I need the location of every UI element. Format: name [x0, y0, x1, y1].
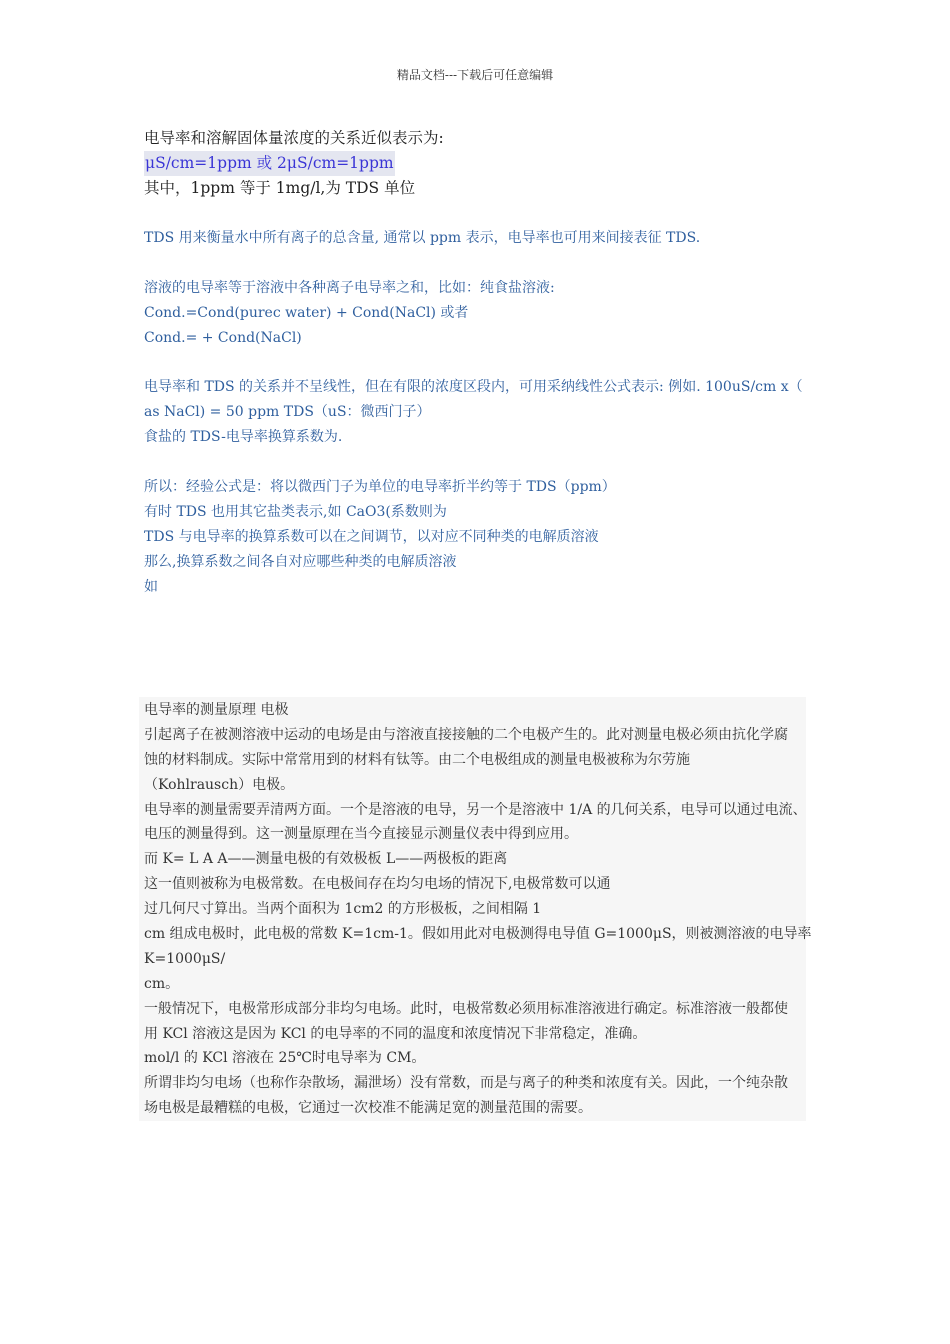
text-line: 溶液的电导率等于溶液中各种离子电导率之和，比如：纯食盐溶液:	[144, 279, 555, 296]
text-line: cm 组成电极时，此电极的常数 K=1cm-1。假如用此对电极测得电导值 G=1000μS，则被测溶液的电导率	[144, 926, 812, 943]
measurement-principle-section	[144, 698, 812, 1121]
text-line: Cond.=Cond(purec water) + Cond(NaCl) 或者	[144, 304, 469, 321]
text-line: 蚀的材料制成。实际中常常用到的材料有钛等。由二个电极组成的测量电极被称为尔劳施	[144, 751, 690, 768]
text-line: TDS 与电导率的换算系数可以在之间调节，以对应不同种类的电解质溶液	[144, 529, 599, 546]
text-line: mol/l 的 KCl 溶液在 25℃时电导率为 CM。	[144, 1050, 426, 1067]
tds-explanation-section	[144, 226, 814, 600]
highlighted-formula: μS/cm=1ppm 或 2μS/cm=1ppm	[144, 151, 395, 176]
text-line: 这一值则被称为电极常数。在电极间存在均匀电场的情况下,电极常数可以通	[144, 876, 611, 893]
text-line: K=1000μS/	[144, 950, 226, 967]
text-line: 电导率的测量需要弄清两方面。一个是溶液的电导，另一个是溶液中 1/A 的几何关系，电导可以通过电流、	[144, 801, 807, 818]
formula-line	[144, 151, 444, 176]
text-line: （Kohlrausch）电极。	[144, 776, 295, 793]
text-line: 那么,换算系数之间各自对应哪些种类的电解质溶液	[144, 554, 457, 571]
text-line: 所以：经验公式是：将以微西门子为单位的电导率折半约等于 TDS（ppm）	[144, 479, 616, 496]
text-line: 所谓非均匀电场（也称作杂散场，漏泄场）没有常数，而是与离子的种类和浓度有关。因此，一个纯杂散	[144, 1075, 788, 1092]
text-line: 用 KCl 溶液这是因为 KCl 的电导率的不同的温度和浓度情况下非常稳定，准确。	[144, 1025, 647, 1042]
text-line: 一般情况下，电极常形成部分非均匀电场。此时，电极常数必须用标准溶液进行确定。标准溶液一般都使	[144, 1000, 788, 1017]
text-line: 而 K= L A A——测量电极的有效极板 L——两极板的距离	[144, 851, 508, 868]
text-line: TDS 用来衡量水中所有离子的总含量, 通常以 ppm 表示，电导率也可用来间接表征 TDS.	[144, 230, 701, 246]
text-line: 电导率的测量原理 电极	[144, 702, 289, 718]
text-line: 过几何尺寸算出。当两个面积为 1cm2 的方形极板，之间相隔 1	[144, 901, 542, 918]
paragraph-gap	[144, 251, 814, 276]
paragraph-gap	[144, 450, 814, 475]
paragraph-gap	[144, 351, 814, 376]
text-line: 引起离子在被测溶液中运动的电场是由与溶液直接接触的二个电极产生的。此对测量电极必须由抗化学腐	[144, 726, 788, 743]
intro-line: 其中，1ppm 等于 1mg/l,为 TDS 单位	[144, 179, 416, 197]
text-line: 食盐的 TDS-电导率换算系数为.	[144, 429, 343, 446]
text-line: cm。	[144, 975, 180, 992]
text-line: as NaCl) = 50 ppm TDS（uS：微西门子）	[144, 404, 431, 421]
intro-line: 电导率和溶解固体量浓度的关系近似表示为:	[144, 129, 444, 147]
text-line: 电导率和 TDS 的关系并不呈线性，但在有限的浓度区段内，可用采纳线性公式表示: 例如. 100uS/cm x（	[144, 379, 803, 396]
text-line: 电压的测量得到。这一测量原理在当今直接显示测量仪表中得到应用。	[144, 826, 578, 843]
page-header: 精品文档---下载后可任意编辑	[396, 68, 554, 82]
text-line: 有时 TDS 也用其它盐类表示,如 CaO3(系数则为	[144, 504, 447, 521]
text-line: 场电极是最糟糕的电极，它通过一次校准不能满足宽的测量范围的需要。	[144, 1100, 592, 1117]
text-line: 如	[144, 579, 158, 596]
text-line: Cond.= + Cond(NaCl)	[144, 329, 302, 346]
intro-section	[144, 126, 444, 201]
